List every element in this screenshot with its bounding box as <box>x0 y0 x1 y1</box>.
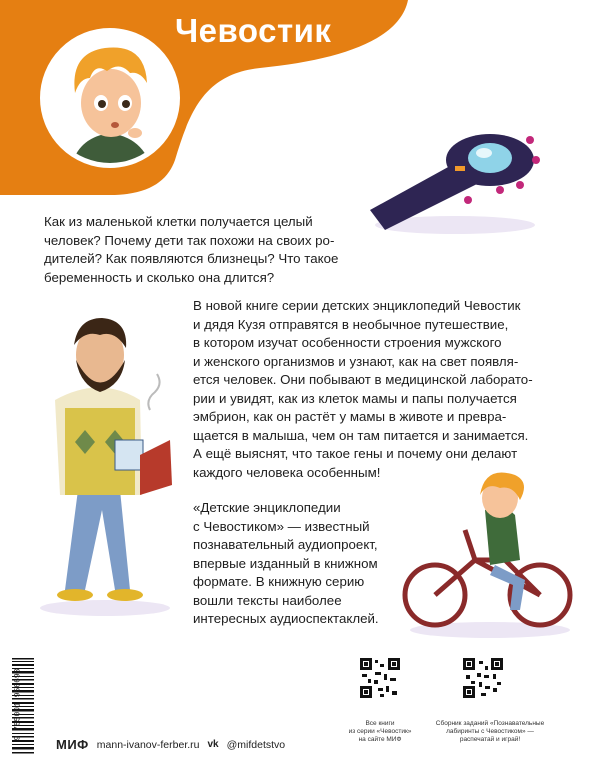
footer <box>56 737 285 752</box>
description-line: и дядя Кузя отправятся в необычное путешествие, <box>193 316 509 332</box>
qr-caption-labyrinths <box>435 720 545 744</box>
series-line: вошли тексты наиболее <box>193 592 342 608</box>
intro-paragraph <box>44 213 404 287</box>
qr-caption-series <box>340 720 420 744</box>
description-line: А ещё выяснят, что такое гены и почему они делают <box>193 446 518 461</box>
description-line: эмбрион, как он растёт у мамы в животе и превра- <box>193 409 507 424</box>
qr-caption-line: на сайте МИФ <box>358 736 402 743</box>
series-line: впервые изданный в книжном <box>193 555 378 571</box>
series-paragraph <box>193 499 418 629</box>
qr-caption-line: Сборник заданий «Познавательные <box>435 720 545 727</box>
series-line: формате. В книжную серию <box>193 574 365 589</box>
vk-handle-link[interactable]: @mifdetstvo <box>226 738 286 751</box>
qr-caption-line: распечатай и играй! <box>459 736 521 743</box>
mif-logo: МИФ <box>56 737 89 752</box>
description-line: рии и увидят, как из клеток мамы и папы получается <box>193 390 517 406</box>
intro-line: беременность и сколько она длится? <box>44 269 275 285</box>
series-line: познавательный аудиопроект, <box>193 537 378 552</box>
series-line: интересных аудиоспектаклей. <box>193 611 379 626</box>
description-line: в котором изучат особенности строения мужского <box>193 335 502 350</box>
qr-caption-line: Все книги <box>365 720 395 727</box>
qr-code-series-icon[interactable] <box>360 658 400 698</box>
intro-line: дителей? Как появляются близнецы? Что такое <box>44 251 339 266</box>
qr-caption-line: из серии «Чевостик» <box>348 728 412 735</box>
chevostik-portrait <box>40 28 180 168</box>
uncle-kuzya-illustration <box>30 290 180 620</box>
intro-line: человек? Почему дети так похожи на своих ро- <box>44 232 335 248</box>
series-title: Чевостик <box>175 12 332 49</box>
description-line: В новой книге серии детских энциклопедий Чевостик <box>193 298 521 313</box>
intro-line: Как из маленькой клетки получается целый <box>44 214 313 229</box>
publisher-site-link[interactable]: mann-ivanov-ferber.ru <box>96 738 200 751</box>
description-line: каждого человека особенным! <box>193 464 381 480</box>
chevostik-bicycle-illustration <box>395 470 580 640</box>
series-line: с Чевостиком» — известный <box>193 518 370 534</box>
isbn-number: 9 785001 956693 <box>13 668 23 741</box>
qr-caption-line: лабиринты с Чевостиком» — <box>446 728 534 735</box>
description-paragraph <box>193 297 563 482</box>
qr-code-labyrinths-icon[interactable] <box>463 658 503 698</box>
series-line: «Детские энциклопедии <box>193 500 341 515</box>
vk-icon: vk <box>207 739 219 750</box>
description-line: ется человек. Они побывают в медицинской лаборато- <box>193 372 533 387</box>
description-line: щается в малыша, чем он там питается и занимается. <box>193 427 529 443</box>
description-line: и женского организмов и узнают, как на свет появля- <box>193 353 519 369</box>
